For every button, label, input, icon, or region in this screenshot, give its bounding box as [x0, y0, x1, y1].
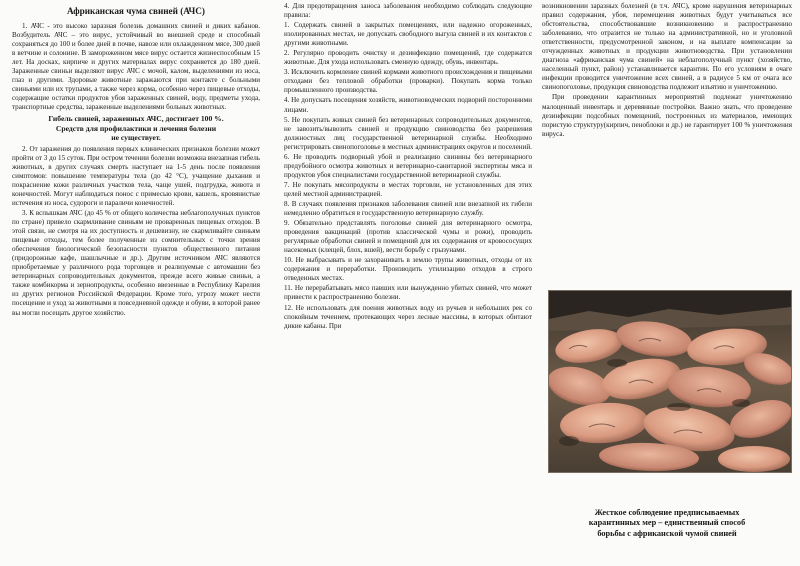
rule-item: 3. Исключить кормление свиней кормами животного происхождения и пищевыми отходами без тепловой обработки (проварки). Покупать корма только промышленного производства. [284, 68, 532, 95]
rule-item: 9. Обязательно представлять поголовье свиней для ветеринарного осмотра, проведения вакцинаций (против классической чумы и рожи), проводить регулярные обработки свиней и помещений для их содержания от кровососущих насекомых (клещей, блох, вшей), вести борьбу с грызунами. [284, 219, 532, 255]
column-left [12, 0, 260, 566]
rule-item: 6. Не проводить подворный убой и реализацию свинины без ветеринарного предубойного осмотра животных и ветеринарно-санитарной экспертизы мяса и продуктов убоя специалистами государственной ветеринарной службы. [284, 152, 532, 179]
paragraph-1: 1. АЧС - это высоко заразная болезнь домашних свиней и диких кабанов. Возбудитель АЧС – это вирус, устойчивый во внешней среде и способный сохраняться до 100 и более дней в почве, навозе или охлажденном мясе, 300 дней в ветчине и солонине. В замороженном мясе вирус остается жизнеспособным 15 лет. На досках, кирпиче и других материалах вирус сохраняется до 180 дней. Зараженные свиньи выделяют вирус АЧС с мочой, калом, выделениями из носа, глаз и другими. Здоровые животные заражаются при контакте с больными свиньями или их трупами, а также через корма, особенно через пищевые отходы, содержащие остатки продуктов убоя зараженных свиней, воду, предметы ухода, транспортные средства, зараженные выделениями больных животных. [12, 22, 260, 112]
column-right [542, 0, 792, 566]
column-middle [284, 0, 532, 566]
mortality-line-1: Гибель свиней, зараженных АЧС, достигает 100 %. [48, 114, 224, 124]
rule-item: 2. Регулярно проводить очистку и дезинфекцию помещений, где содержатся животные. Для ухода использовать сменную одежду, обувь, инвентарь. [284, 49, 532, 67]
rules-intro: 4. Для предотвращения заноса заболевания необходимо соблюдать следующие правила: [284, 2, 532, 20]
slogan-line-2: карантинных мер – единственный способ [588, 518, 746, 528]
leaflet-title: Африканская чума свиней (АЧС) [67, 6, 205, 16]
rule-item: 8. В случаях появления признаков заболевания свиней или внезапной их гибели немедленно обратиться в государственную ветеринарную службу. [284, 199, 532, 218]
rule-item: 7. Не покупать мясопродукты в местах торговли, не установленных для этих целей местной администрацией. [284, 180, 532, 198]
rule-item: 1. Содержать свиней в закрытых помещениях, или надежно огороженных, изолированных местах, не допускать свободного выгула свиней и их контактов с другими животными. [284, 21, 532, 48]
mortality-warning [12, 114, 260, 142]
rule-item: 4. Не допускать посещения хозяйств, животноводческих подворий посторонними лицами. [284, 96, 532, 114]
rule-item: 11. Не перерабатывать мясо павших или вынужденно убитых свиней, что может привести к распространению болезни. [284, 284, 532, 302]
slogan-line-3: борьбы с африканской чумой свиней [597, 528, 737, 538]
consequences-paragraph: возникновении заразных болезней (в т.ч. АЧС), кроме нарушения ветеринарных правил содержания, убоя, перемещения животных будут учитываться все обстоятельства, способствовавшие возникновению и распространению заболеванию, что отразится не только на административной, но и уголовной ответственности, предусмотренной законом, и на выплате компенсации за отчужденных животных и продукции животноводства. При установлении диагноза «африканская чума свиней» на неблагополучный пункт (хозяйство, населенный пункт, район) устанавливается карантин. По его условиям в очаге инфекции проводится уничтожение всех свиней, а в радиусе 5 км от очага все свинопоголовье, продукция свиноводства подлежит изъятию и уничтожению. [542, 2, 792, 92]
closing-slogan [542, 508, 792, 539]
rule-item: 10. Не выбрасывать и не захоранивать в землю трупы животных, отходы от их содержания и переработки. Производить утилизацию отходов в строго отведенных местах. [284, 256, 532, 283]
slogan-line-1: Жесткое соблюдение предписываемых [594, 508, 740, 517]
dead-pigs-photo [548, 290, 792, 473]
paragraph-2: 2. От заражения до появления первых клинических признаков болезни может пройти от 3 до 15 суток. При остром течении болезни возможна внезапная гибель животных, в других случаях смерть наступает на 1-5 день после появления симптомов: повышение температуры тела (до 42 °С), учащение дыхания и покраснение кожи различных участков тела, чаще ушей, подгрудка, живота и конечностей. Могут наблюдаться понос с примесью крови, кашель, кровянистые истечения из носа, судороги и параличи конечностей. [12, 144, 260, 207]
rule-item: 12. Не использовать для поения животных воду из ручьев и небольших рек со спокойным течением, протекающих через лесные массивы, в которых обитают дикие кабаны. При [284, 303, 532, 330]
rule-item: 5. Не покупать живых свиней без ветеринарных сопроводительных документов, не завозить/вывозить свиней и продукцию свиноводства без разрешения должностных лиц государственной ветеринарной службы. Необходимо регистрировать свинопоголовье в местных администрациях округов и поселений. [284, 115, 532, 151]
paragraph-3: 3. К вспышкам АЧС (до 45 % от общего количества неблагополучных пунктов по стране) привело скармливание свиньям не проваренных пищевых отходов. В этой связи, не смотря на их доступность и дешевизну, не скармливайте свиньям пищевые отходы, тем более полученные из сомнительных с точки зрения обеспечения биологической безопасности пунктов общественного питания (придорожные кафе, шашлычные и др.). Другим источником АЧС являются приобретаемые у различного рода торговцев и реализуемые с автомашин без ветеринарных сопроводительных документов, прежде всего живые свиньи, а также комбикорма и зернопродукты, особенно ввезенные в Республику Карелия из других регионов Российской Федерации. Кроме того, угрозу может нести посещение и уход за животными в повседневной одежде и обуви, в которой ранее вы могли посещать другое хозяйство. [12, 209, 260, 317]
mortality-line-3: не существует. [111, 133, 161, 143]
mortality-line-2: Средств для профилактики и лечения болезни [55, 123, 217, 133]
quarantine-paragraph: При проведении карантинных мероприятий подлежат уничтожению малоценный инвентарь и деревянные постройки. Важно знать, что проведение дезинфекции подсобных помещений, построенных из материалов, имеющих пористую структуру(кирпич, пеноблоки и др.) не гарантирует 100 % уничтожения вируса. [542, 93, 792, 138]
